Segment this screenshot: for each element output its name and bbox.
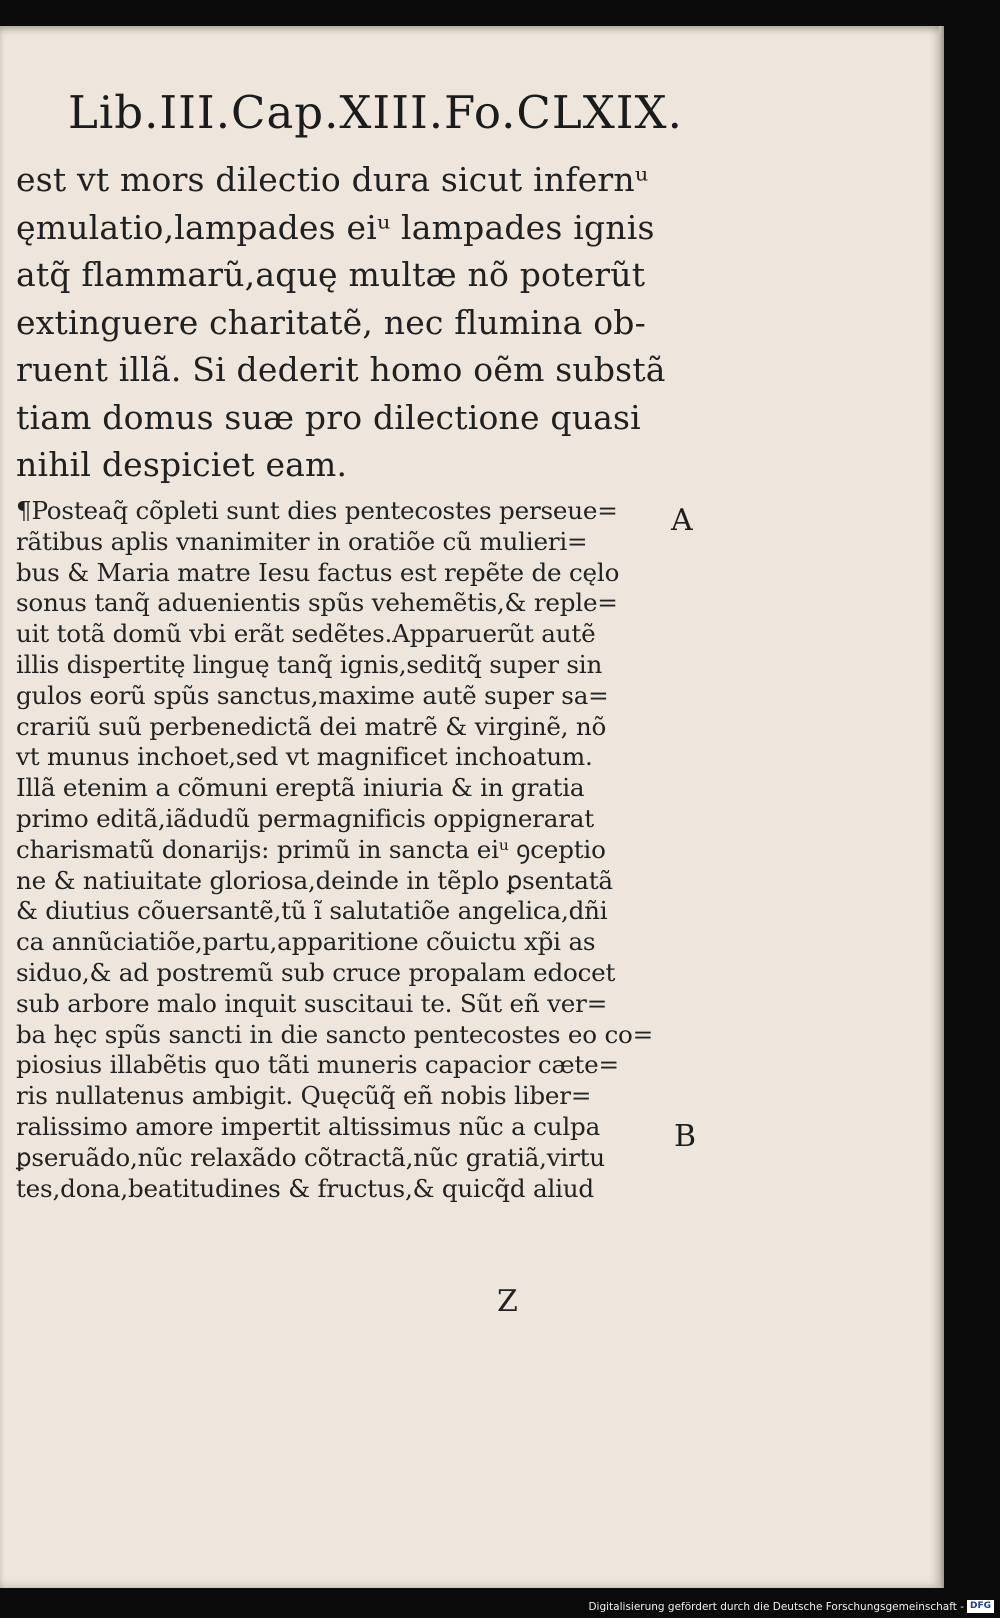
- text-line: crariũ suũ perbenedictã dei matrẽ & virginẽ, nõ: [16, 711, 607, 741]
- text-line: ca annũciatiõe,partu,apparitione cõuictu xp̃i as: [16, 927, 596, 957]
- text-line: tes,dona,beatitudines & fructus,& quicq̃d aliud: [16, 1173, 594, 1203]
- book-page: [0, 26, 944, 1588]
- text-line-large: ruent illã. Si dederit homo oẽm substã: [16, 350, 666, 389]
- digitization-credit: [588, 1600, 994, 1613]
- small-text-block: [16, 496, 676, 1204]
- large-text-block: [16, 156, 676, 489]
- text-line: ¶Posteaq̃ cõpleti sunt dies pentecostes perseue=: [16, 496, 618, 525]
- margin-marker-b: B: [674, 1119, 697, 1154]
- text-line: piosius illabẽtis quo tãti muneris capacior cæte=: [16, 1050, 619, 1080]
- text-line: primo editã,iãdudũ permagnificis oppignerarat: [16, 803, 594, 833]
- signature-mark: Z: [497, 1284, 518, 1319]
- text-line: bus & Maria matre Iesu factus est repẽte de cęlo: [16, 557, 620, 587]
- dfg-logo: DFG: [967, 1600, 994, 1613]
- text-line-large: ęmulatio,lampades eiᵘ lampades ignis: [16, 207, 655, 247]
- text-line: vt munus inchoet,sed vt magnificet inchoatum.: [16, 742, 593, 772]
- text-line: siduo,& ad postremũ sub cruce propalam edocet: [16, 957, 616, 987]
- text-line: uit totã domũ vbi erãt sedẽtes.Apparuerũt autẽ: [16, 619, 596, 649]
- text-line-large: atq̃ flammarũ,aquę multæ nõ poterũt: [16, 255, 646, 294]
- text-line: rãtibus aplis vnanimiter in oratiõe cũ mulieri=: [16, 526, 588, 556]
- text-line: sonus tanq̃ aduenientis spũs vehemẽtis,& reple=: [16, 588, 618, 618]
- text-line: gulos eorũ spũs sanctus,maxime autẽ super sa=: [16, 680, 609, 710]
- text-line: charismatũ donarijs: primũ in sancta eiᵘ ꝯceptio: [16, 834, 606, 864]
- text-line: illis dispertitę linguę tanq̃ ignis,seditq̃ super sin: [16, 649, 603, 679]
- text-line: ba hęc spũs sancti in die sancto pentecostes eo co=: [16, 1019, 654, 1049]
- text-line: ꝑseruãdo,nũc relaxãdo cõtractã,nũc gratiã,virtu: [16, 1142, 605, 1172]
- text-line-large: extinguere charitatẽ, nec flumina ob‑: [16, 302, 646, 342]
- text-line: ne & natiuitate gloriosa,deinde in tẽplo ꝑsentatã: [16, 865, 613, 895]
- text-line: sub arbore malo inquit suscitaui te. Sũt eñ ver=: [16, 988, 608, 1018]
- text-line-large: nihil despiciet eam.: [16, 445, 348, 484]
- running-header: Lib.III.Cap.XIII.Fo.CLXIX.: [68, 86, 683, 139]
- text-line: Illã etenim a cõmuni ereptã iniuria & in gratia: [16, 773, 585, 803]
- text-line: & diutius cõuersantẽ,tũ ĩ salutatiõe angelica,dñi: [16, 896, 608, 926]
- text-line: ris nullatenus ambigit. Quęcũq̃ eñ nobis liber=: [16, 1081, 592, 1111]
- text-line: ralissimo amore impertit altissimus nũc a culpa: [16, 1111, 601, 1141]
- credit-text: Digitalisierung gefördert durch die Deutsche Forschungsgemeinschaft -: [588, 1600, 964, 1613]
- text-line-large: est vt mors dilectio dura sicut infernᵘ: [16, 160, 649, 199]
- text-line-large: tiam domus suæ pro dilectione quasi: [16, 397, 641, 437]
- margin-marker-a: A: [671, 503, 693, 538]
